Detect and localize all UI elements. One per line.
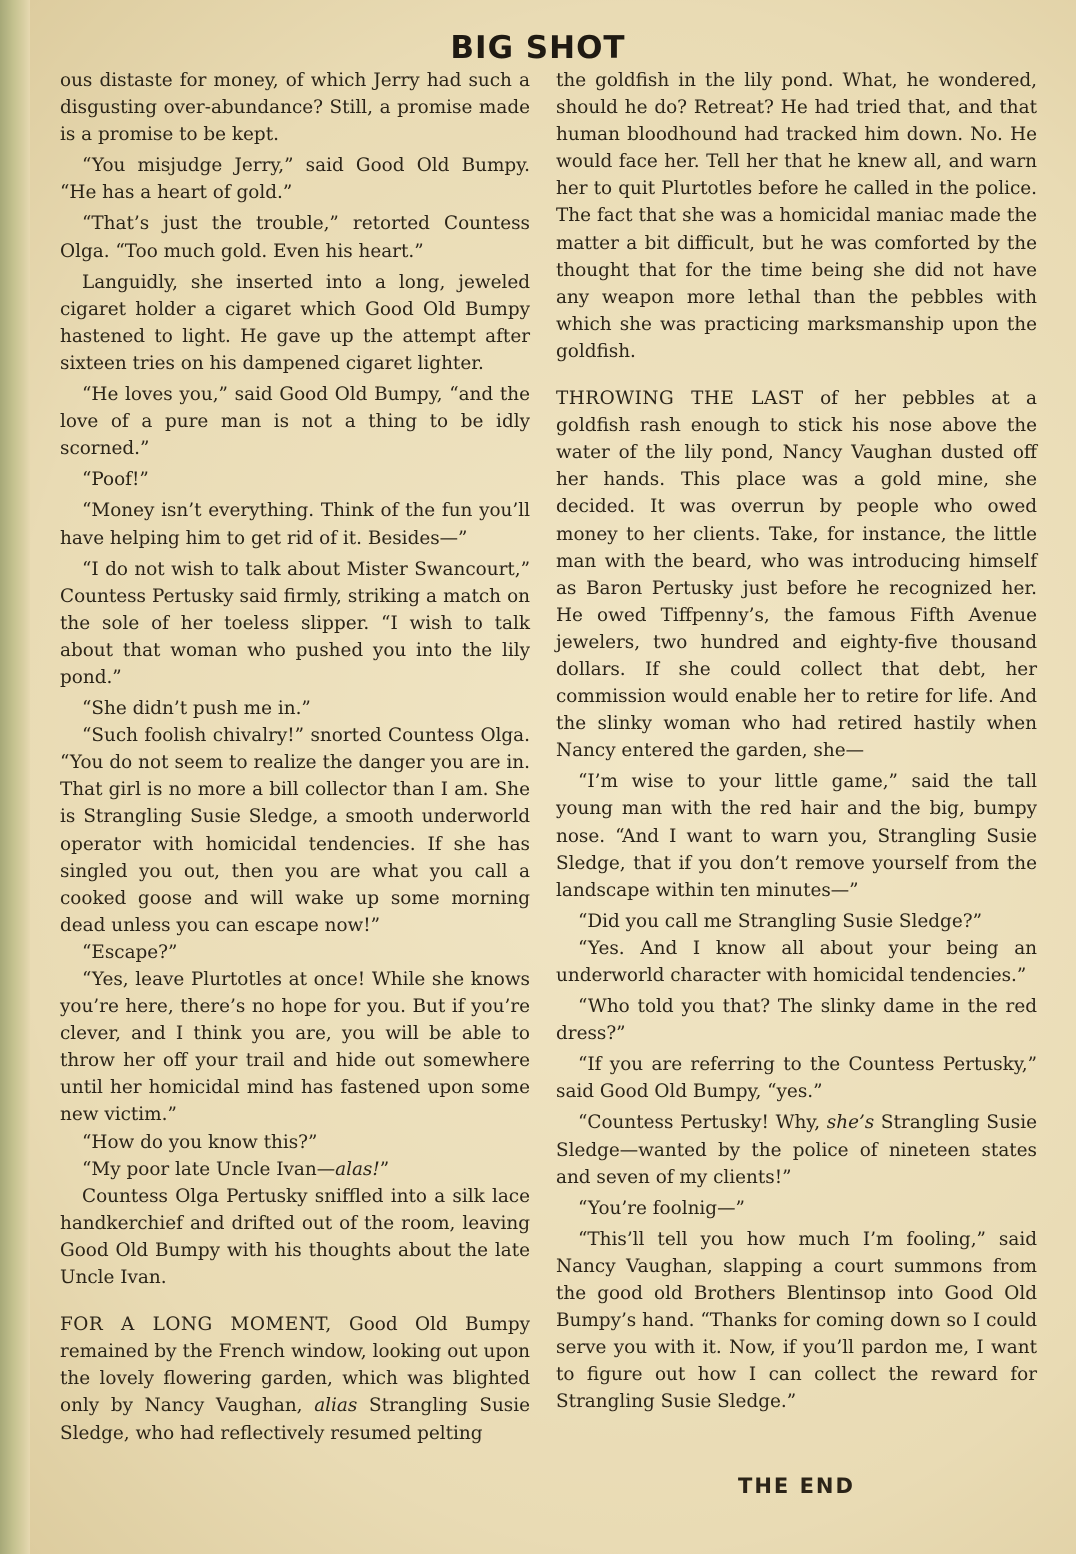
paragraph: “How do you know this?” xyxy=(82,1131,318,1153)
the-end-label: THE END xyxy=(738,1474,855,1498)
paragraph: “You’re foolnig—” xyxy=(578,1197,745,1219)
italic-text: alias xyxy=(314,1395,358,1417)
paragraph: “Money isn’t everything. Think of the fun you’ll have helping him to get rid of it. Besides—” xyxy=(60,500,530,549)
section-lead: THROWING THE LAST xyxy=(556,388,804,410)
italic-text: alas! xyxy=(335,1158,380,1180)
paragraph: “Escape?” xyxy=(82,941,178,963)
paragraph: “This’ll tell you how much I’m fooling,” said Nancy Vaughan, slapping a court summons from the good old Brothers Blentinsop into Good Old Bumpy’s hand. “Thanks for coming down so I could serve you with it. Now, if you’ll pardon me, I want to figure out how I can collect the reward for Strangling Susie Sledge.” xyxy=(556,1228,1037,1413)
section-paragraph xyxy=(60,1311,530,1446)
paragraph: “Did you call me Strangling Susie Sledge?” xyxy=(578,910,982,932)
text-run: ” xyxy=(379,1158,390,1180)
paragraph: the goldfish in the lily pond. What, he wondered, should he do? Retreat? He had tried that, and that human bloodhound had tracked him down. No. He would face her. Tell her that he knew all, and warn her to quit Plurtotles before he called in the police. The fact that she was a homicidal maniac made the matter a bit difficult, but he was comforted by the thought that for the time being she did not have any weapon more lethal than the pebbles with which she was practicing marksmanship upon the goldfish. xyxy=(556,70,1037,362)
paragraph: ous distaste for money, of which Jerry had such a disgusting over-abundance? Still, a promise made is a promise to be kept. xyxy=(60,70,530,146)
italic-text: she’s xyxy=(826,1112,875,1134)
left-column xyxy=(60,67,530,1451)
paragraph xyxy=(60,1156,530,1183)
paragraph: “You misjudge Jerry,” said Good Old Bumpy. “He has a heart of gold.” xyxy=(60,155,530,204)
paragraph: “Poof!” xyxy=(82,469,149,491)
paragraph: “He loves you,” said Good Old Bumpy, “and the love of a pure man is not a thing to be idly scorned.” xyxy=(60,384,530,460)
page-title: BIG SHOT xyxy=(450,30,626,66)
paragraph: “I’m wise to your little game,” said the tall young man with the red hair and the big, bumpy nose. “And I want to warn you, Strangling Susie Sledge, that if you don’t remove yourself from the landscape within ten minutes—” xyxy=(556,771,1037,901)
paragraph: Languidly, she inserted into a long, jeweled cigaret holder a cigaret which Good Old Bumpy hastened to light. He gave up the attempt after sixteen tries on his dampened cigaret lighter. xyxy=(60,271,530,374)
paragraph: “If you are referring to the Countess Pertusky,” said Good Old Bumpy, “yes.” xyxy=(556,1054,1037,1103)
text-run: of her pebbles at a goldfish rash enough to stick his nose above the water of the lily pond, Nancy Vaughan dusted off her hands. This place was a gold mine, she decided. It was overrun by people who owed money to her clients. Take, for instance, the little man with the beard, who was introducing himself as Baron Pertusky just before he recognized her. He owed Tiffpenny’s, the famous Fifth Avenue jewelers, two hundred and eighty-five thousand dollars. If she could collect that debt, her commission would enable her to retire for life. And the slinky woman who had retired hastily when Nancy entered the garden, she— xyxy=(556,388,1037,762)
paragraph: “She didn’t push me in.” xyxy=(82,698,311,720)
paragraph: Countess Olga Pertusky sniffled into a silk lace handkerchief and drifted out of the room, leaving Good Old Bumpy with his thoughts about the late Uncle Ivan. xyxy=(60,1185,530,1289)
text-run: “My poor late Uncle Ivan— xyxy=(82,1158,336,1180)
section-lead: FOR A LONG MOMENT, xyxy=(60,1314,332,1336)
paragraph: “That’s just the trouble,” retorted Countess Olga. “Too much gold. Even his heart.” xyxy=(60,213,530,262)
paragraph: “Yes. And I know all about your being an underworld character with homicidal tendencies.” xyxy=(556,937,1037,986)
text-run: Strangling Susie Sledge—wanted by the police of nineteen states and seven of my clients!” xyxy=(556,1112,1037,1188)
right-column xyxy=(556,67,1037,1420)
paragraph: “Who told you that? The slinky dame in the red dress?” xyxy=(556,996,1037,1045)
text-run: Strangling Susie Sledge, who had reflectively resumed pelting xyxy=(60,1395,530,1444)
section-paragraph xyxy=(556,385,1037,764)
paragraph: “Such foolish chivalry!” snorted Countess Olga. “You do not seem to realize the danger you are in. That girl is no more a bill collector than I am. She is Strangling Susie Sledge, a smooth underworld operator with homicidal tendencies. If she has singled you out, then you are what you call a cooked goose and will wake up some morning dead unless you can escape now!” xyxy=(60,725,530,936)
paragraph xyxy=(556,1109,1037,1190)
paragraph: “Yes, leave Plurtotles at once! While she knows you’re here, there’s no hope for you. But if you’re clever, and I think you are, you will be able to throw her off your trail and hide out somewhere until her homicidal mind has fastened upon some new victim.” xyxy=(60,969,530,1126)
page-binding-edge xyxy=(0,0,30,1554)
text-run: “Countess Pertusky! Why, xyxy=(578,1112,827,1134)
paragraph: “I do not wish to talk about Mister Swancourt,” Countess Pertusky said firmly, striking a match on the sole of her toeless slipper. “I wish to talk about that woman who pushed you into the lily pond.” xyxy=(60,558,530,688)
text-run: Good Old Bumpy remained by the French window, looking out upon the lovely flowering garden, which was blighted only by Nancy Vaughan, xyxy=(60,1314,530,1417)
